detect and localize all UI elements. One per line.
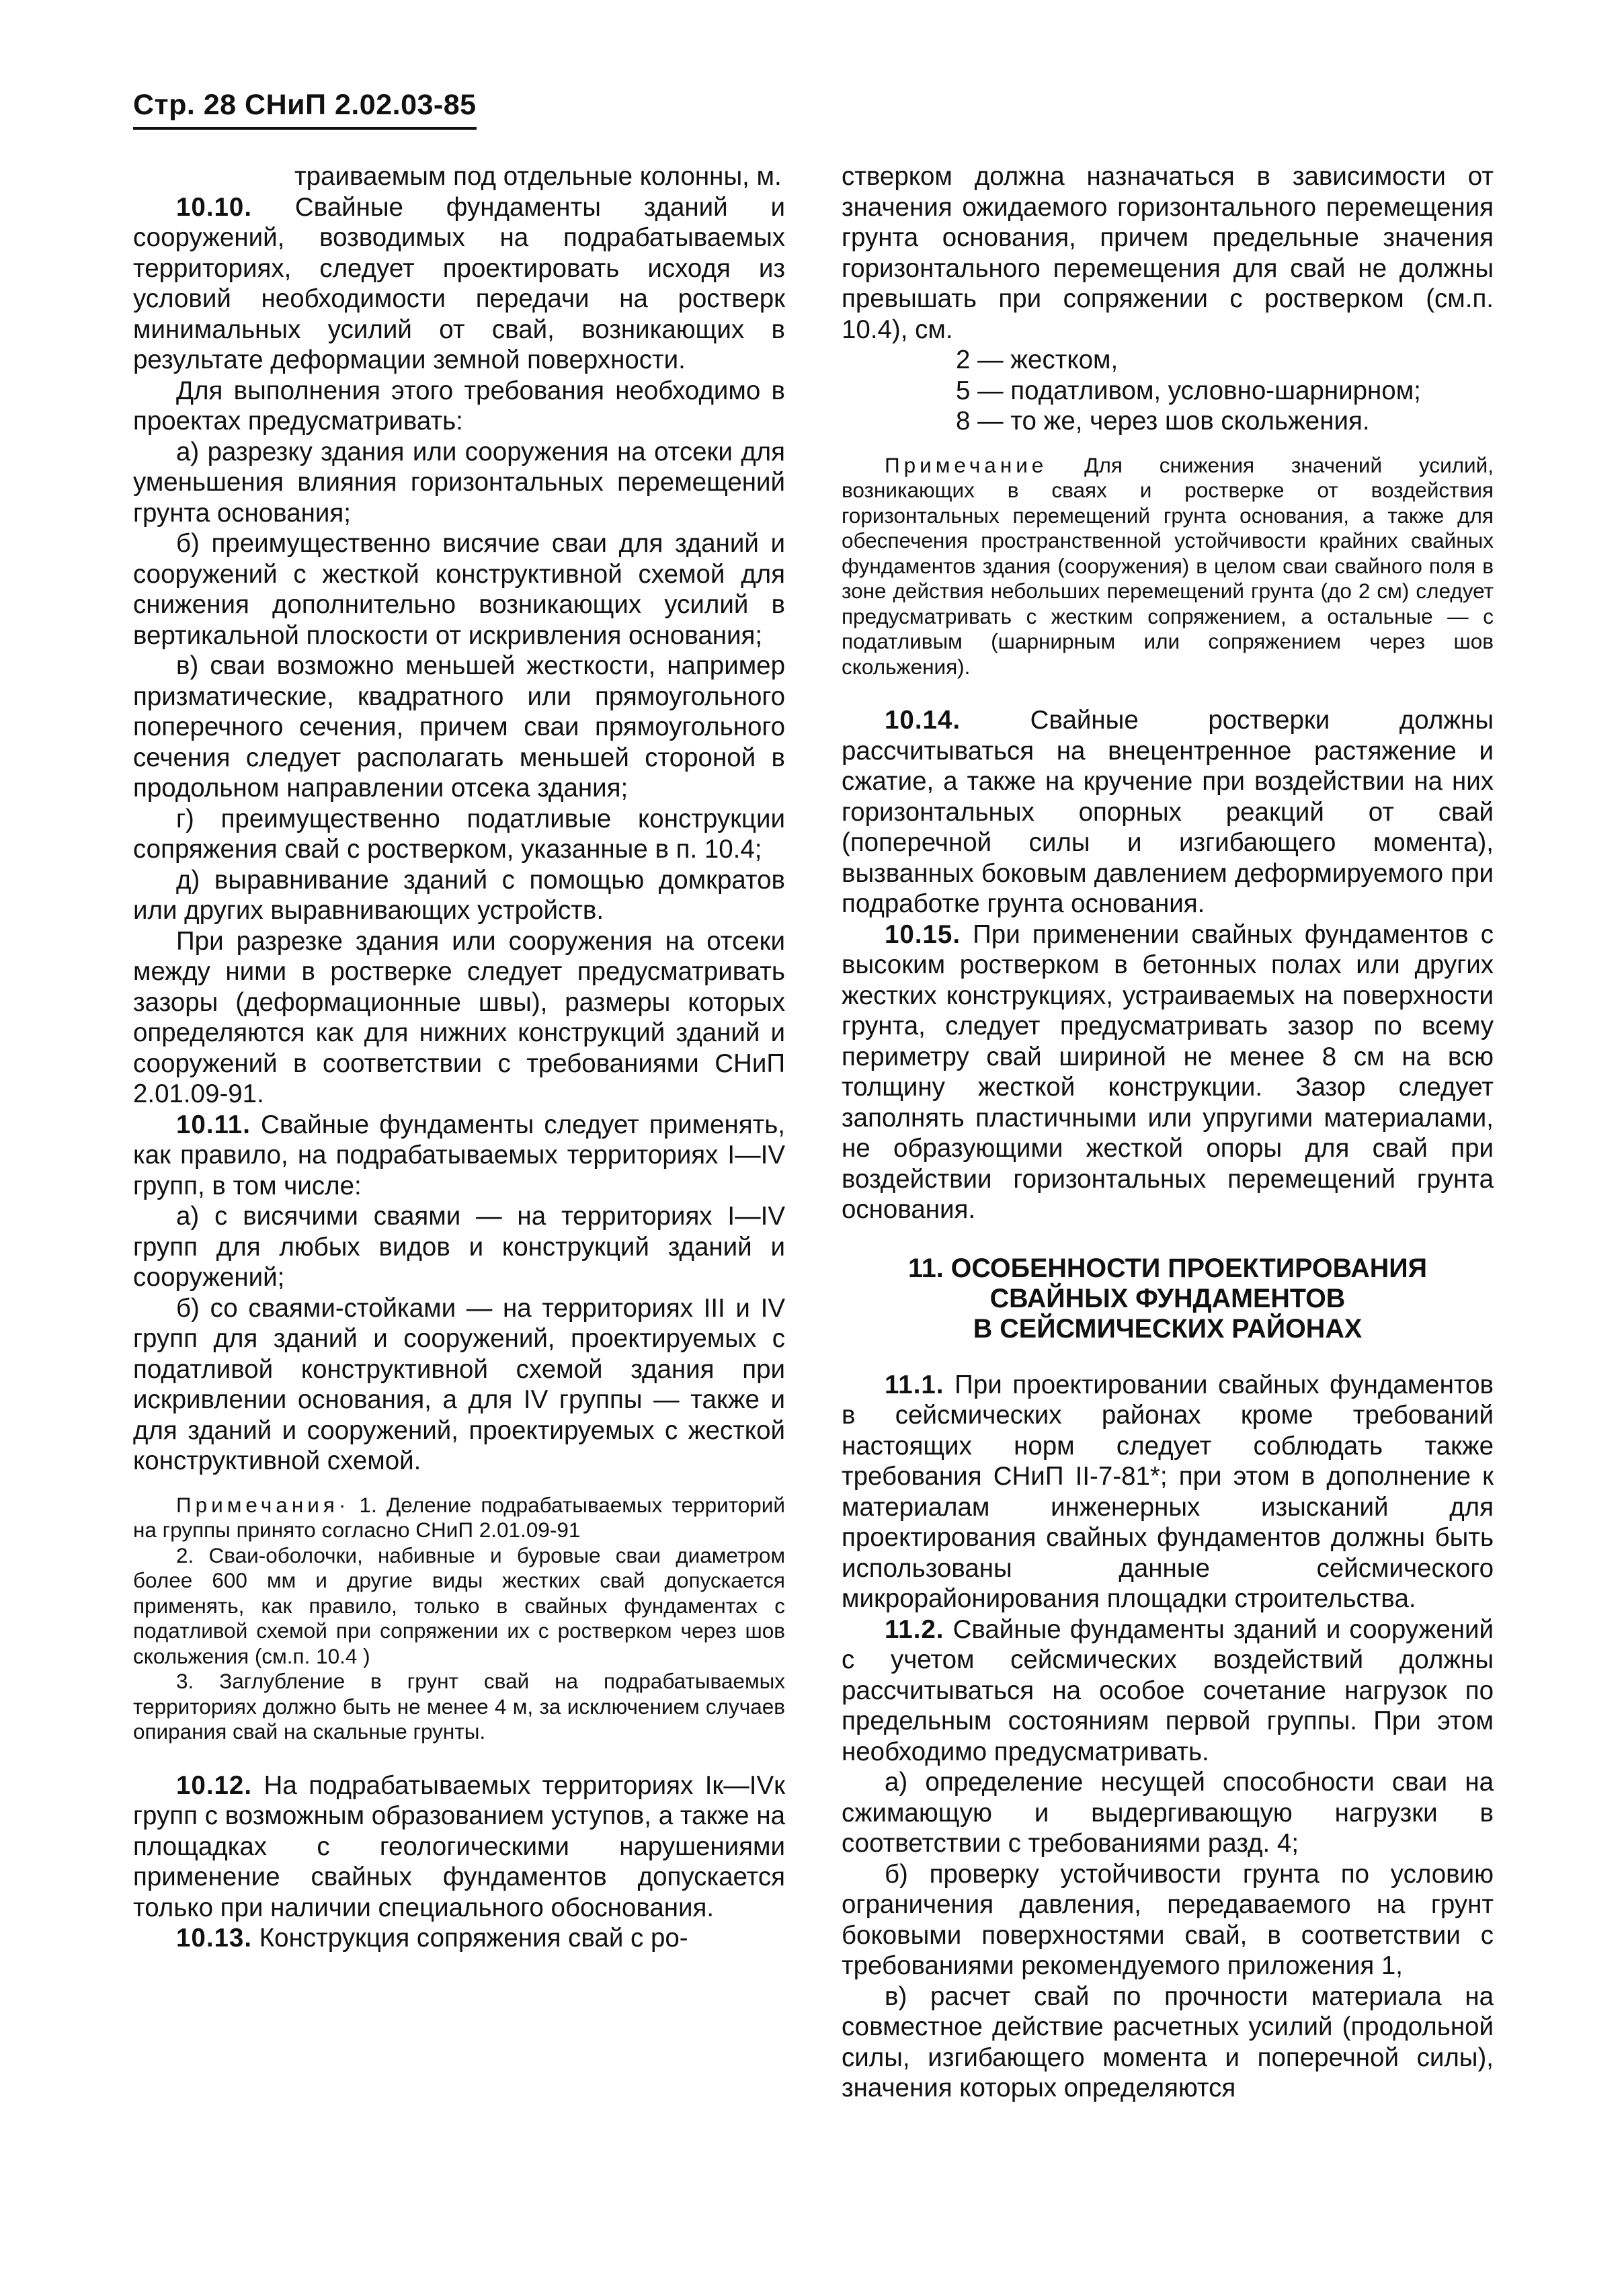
- page-header: Стр. 28 СНиП 2.02.03-85: [133, 89, 477, 130]
- clause-11-1: [842, 1370, 1494, 1614]
- clause-text: Свайные фундаменты зданий и сооружений, возводимых на подрабатываемых территориях, следует проектировать исходя из условий необходимости передачи на ростверк минимальных усилий от свай, возникающих в результате деформации земной поверхности.: [133, 192, 785, 374]
- clause-number: 10.10.: [176, 192, 253, 222]
- right-column: [842, 161, 1494, 2104]
- note-text: Для снижения значений усилий, возникающих в сваях и ростверке от воздействия горизонтальных перемещений грунта основания, а также для обеспечения пространственной устойчивости крайних свайных фундаментов здания (сооружения) в целом сваи свайного поля в зоне действия небольших перемещений грунта (до 2 см) следует предусматривать с жестким сопряжением, а остальные — с податливым (шарнирным или сопряжением через шов скольжения).: [842, 452, 1494, 679]
- note: [842, 453, 1494, 680]
- paragraph-continuation: траиваемым под отдельные колонны, м.: [294, 162, 782, 191]
- section-title-line: СВАЙНЫХ ФУНДАМЕНТОВ: [989, 1283, 1346, 1313]
- list-item-b: б) проверку устойчивости грунта по условию ограничения давления, передаваемого на грунт боковыми поверхностями свай, в соответствии с требованиями рекомендуемого приложения 1,: [842, 1859, 1494, 1980]
- clause-number: 10.14.: [885, 706, 961, 735]
- section-title: [842, 1254, 1494, 1344]
- value-slip-joint: 8 — то же, через шов скольжения.: [956, 407, 1370, 436]
- clause-10-11: [133, 1110, 785, 1202]
- clause-number: 11.1.: [885, 1370, 944, 1399]
- clause-number: 10.12.: [176, 1770, 253, 1800]
- section-title-line: 11. ОСОБЕННОСТИ ПРОЕКТИРОВАНИЯ: [907, 1253, 1428, 1283]
- list-item-b: б) преимущественно висячие сваи для зданий и сооружений с жесткой конструктивной схемой для снижения дополнительно возникающих усилий в вертикальной плоскости от искривления основания;: [133, 529, 785, 650]
- list-item-a: а) определение несущей способности сваи на сжимающую и выдергивающую нагрузки в соответствии с требованиями разд. 4;: [842, 1768, 1494, 1858]
- list-item-a: а) с висячими сваями — на территориях I—IV групп для любых видов и конструкций зданий и сооружений;: [133, 1202, 785, 1292]
- clause-10-14: [842, 705, 1494, 919]
- note-2: 2. Сваи-оболочки, набивные и буровые сваи диаметром более 600 мм и другие виды жестких свай допускается применять, как правило, только в свайных фундаментах с податливой схемой при сопряжении их с ростверком через шов скольжения (см.п. 10.4 ): [133, 1543, 785, 1668]
- clause-text: Свайные фундаменты следует применять, как правило, на подрабатываемых территориях I—IV групп, в том числе:: [133, 1110, 785, 1200]
- note-text: 1. Деление подрабатываемых территорий на группы принято согласно СНиП 2.01.09-91: [133, 1492, 785, 1542]
- clause-number: 10.11.: [176, 1110, 251, 1139]
- paragraph: Для выполнения этого требования необходимо в проектах предусматривать:: [133, 376, 785, 436]
- list-item-a: а) разрезку здания или сооружения на отсеки для уменьшения влияния горизонтальных перемещений грунта основания;: [133, 437, 785, 528]
- clause-10-12: [133, 1770, 785, 1924]
- left-column: [133, 161, 785, 1954]
- clause-number: 10.13.: [176, 1924, 253, 1953]
- section-title-line: В СЕЙСМИЧЕСКИХ РАЙОНАХ: [973, 1313, 1363, 1344]
- clause-10-15: [842, 919, 1494, 1225]
- clause-11-2: [842, 1614, 1494, 1768]
- paragraph: При разрезке здания или сооружения на отсеки между ними в ростверке следует предусматривать зазоры (деформационные швы), размеры которых определяются как для нижних конструкций зданий и сооружений в соответствии с требованиями СНиП 2.01.09-91.: [133, 926, 785, 1108]
- clause-number: 10.15.: [885, 919, 961, 949]
- list-item-v: в) сваи возможно меньшей жесткости, например призматические, квадратного или прямоугольного поперечного сечения, причем сваи прямоугольного сечения следует располагать меньшей стороной в продольном направлении отсека здания;: [133, 651, 785, 803]
- clause-text: При применении свайных фундаментов с высоким ростверком в бетонных полах или других жестких конструкциях, устраиваемых на поверхности грунта, следует предусматривать зазор по всему периметру свай шириной не менее 8 см на всю толщину жесткой конструкции. Зазор следует заполнять пластичными или упругими материалами, не образующими жесткой опоры для свай при воздействии горизонтальных перемещений грунта основания.: [842, 919, 1494, 1224]
- paragraph-continuation: стверком должна назначаться в зависимости от значения ожидаемого горизонтального перемещения грунта основания, причем предельные значения горизонтального перемещения для свай не должны превышать при сопряжении с ростверком (см.п. 10.4), см.: [842, 162, 1494, 344]
- note-3: 3. Заглубление в грунт свай на подрабатываемых территориях должно быть не менее 4 м, за исключением случаев опирания свай на скальные грунты.: [133, 1669, 785, 1744]
- clause-number: 11.2.: [885, 1614, 944, 1644]
- note-label: Примечание: [885, 452, 1048, 477]
- value-rigid: 2 — жестком,: [956, 345, 1119, 374]
- notes-label: Примечания·: [176, 1492, 350, 1517]
- list-item-v: в) расчет свай по прочности материала на совместное действие расчетных усилий (продольной силы, изгибающего момента и поперечной силы), значения которых определяются: [842, 1981, 1494, 2102]
- clause-10-13: [133, 1923, 785, 1954]
- clause-text: Свайные ростверки должны рассчитываться на внецентренное растяжение и сжатие, а также на кручение при воздействии на них горизонтальных опорных реакций от свай (поперечной силы и изгибающего момента), вызванных боковым давлением деформируемого при подработке грунта основания.: [842, 706, 1494, 918]
- clause-text: При проектировании свайных фундаментов в сейсмических районах кроме требований настоящих норм следует соблюдать также требования СНиП II-7-81*; при этом в дополнение к материалам инженерных изысканий для проектирования свайных фундаментов должны быть использованы данные сейсмического микрорайонирования площадки строительства.: [842, 1370, 1494, 1613]
- list-item-b: б) со сваями-стойками — на территориях III и IV групп для зданий и сооружений, проектируемых с податливой конструктивной схемой здания при искривлении основания, а для IV группы — также и для зданий и сооружений, проектируемых с жесткой конструктивной схемой.: [133, 1293, 785, 1475]
- clause-10-10: [133, 192, 785, 376]
- clause-text: Свайные фундаменты зданий и сооружений с учетом сейсмических воздействий должны рассчитываться на особое сочетание нагрузок по предельным состояниям первой группы. При этом необходимо предусматривать.: [842, 1614, 1494, 1766]
- clause-text: Конструкция сопряжения свай с ро-: [252, 1924, 688, 1953]
- list-item-g: г) преимущественно податливые конструкции сопряжения свай с ростверком, указанные в п. 10.4;: [133, 804, 785, 864]
- note-1: [133, 1493, 785, 1543]
- clause-text: На подрабатываемых территориях Iк—IVк групп с возможным образованием уступов, а также на площадках с геологическими нарушениями применение свайных фундаментов допускается только при наличии специального обоснования.: [133, 1770, 785, 1922]
- value-pliable: 5 — податливом, условно-шарнирном;: [956, 376, 1421, 405]
- list-item-d: д) выравнивание зданий с помощью домкратов или других выравнивающих устройств.: [133, 865, 785, 925]
